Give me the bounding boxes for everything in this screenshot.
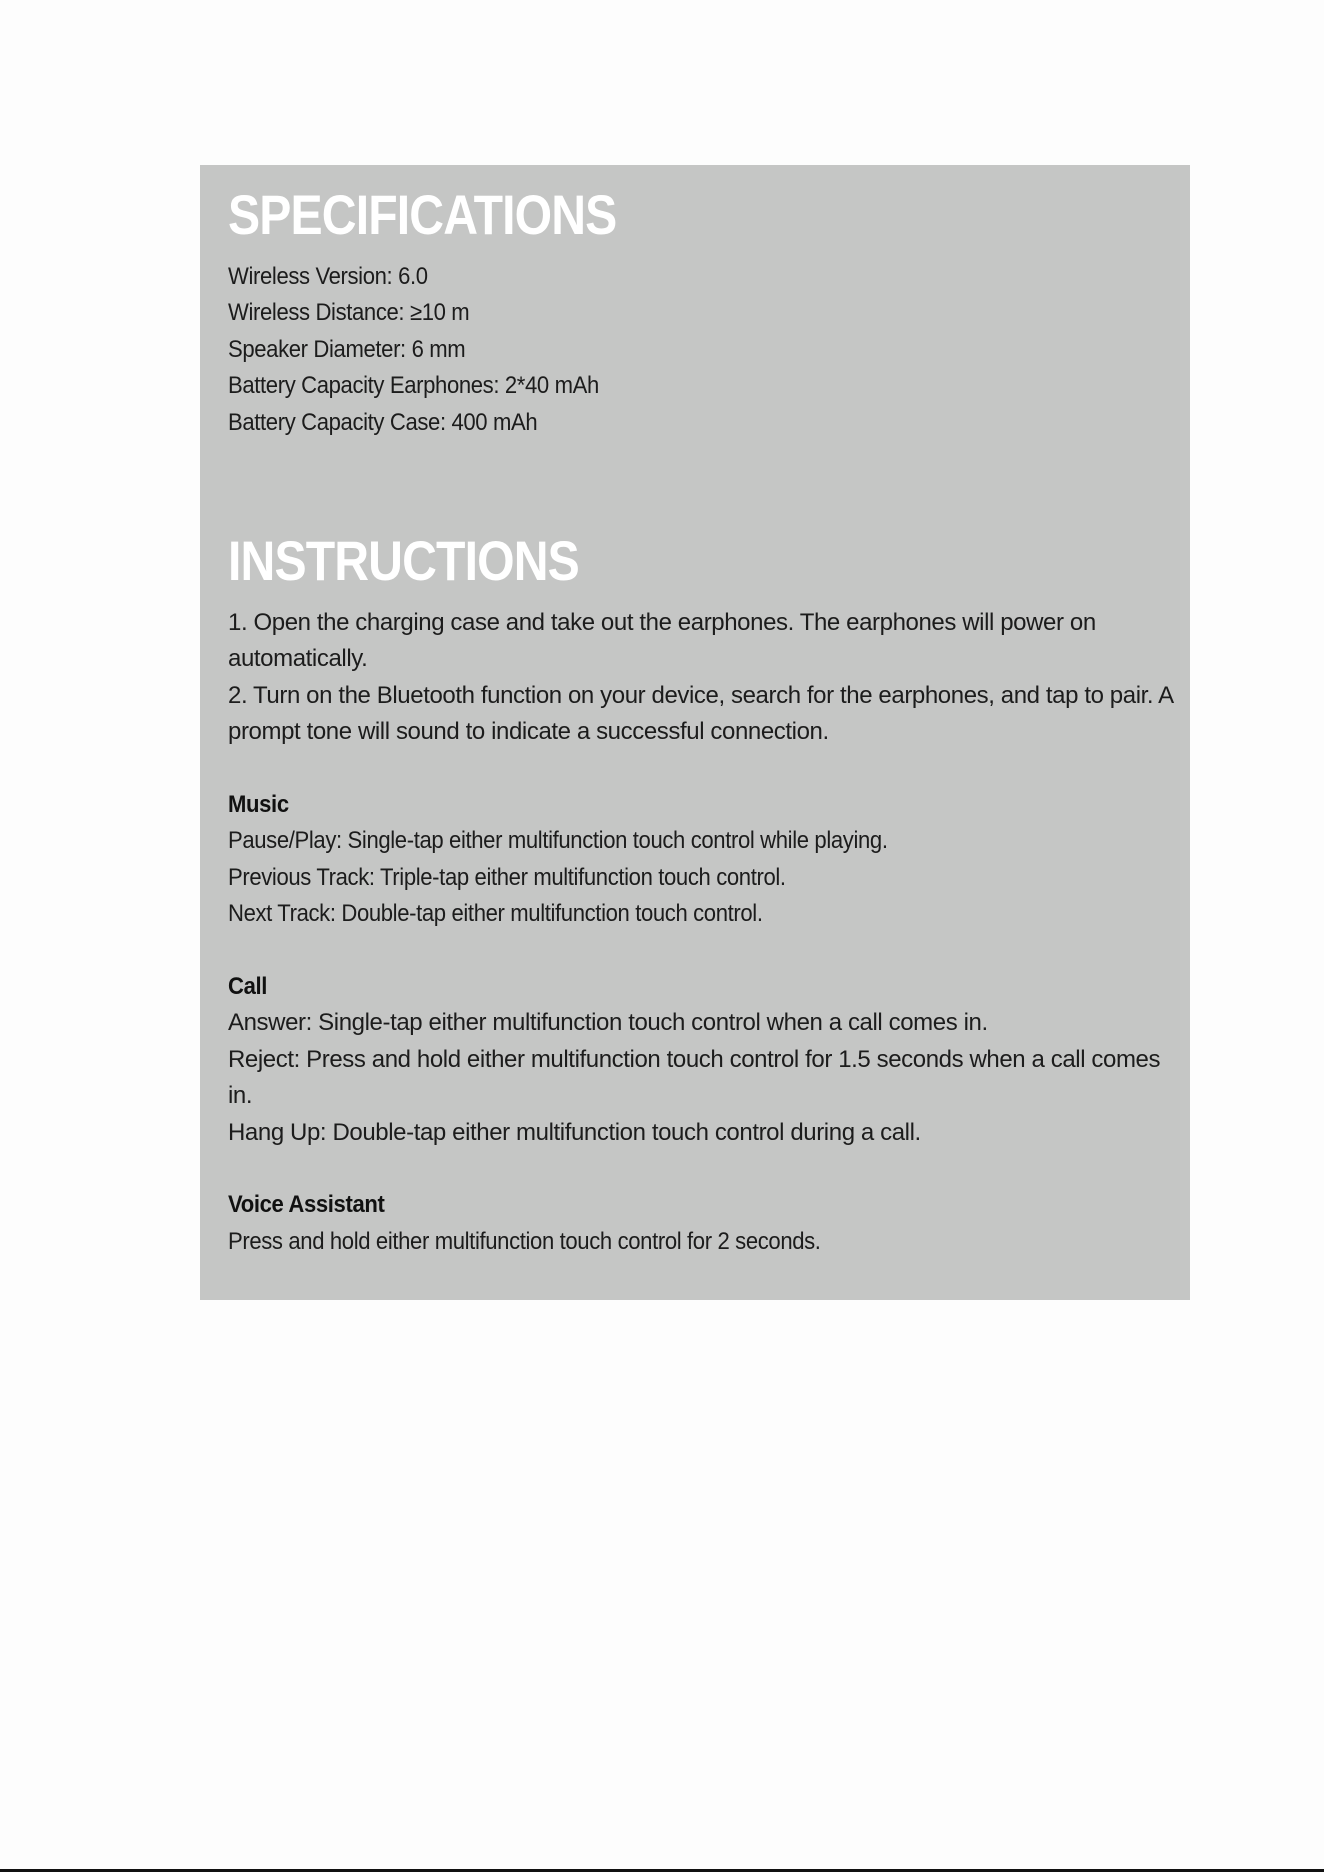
specifications-list bbox=[228, 259, 1162, 441]
voice-assistant-section bbox=[228, 1187, 1162, 1260]
call-section bbox=[228, 969, 1162, 1151]
instruction-step-1: 1. Open the charging case and take out the earphones. The earphones will power on automatically. bbox=[228, 609, 1096, 673]
call-reject: Reject: Press and hold either multifunction touch control for 1.5 seconds when a call comes in. bbox=[228, 1045, 1161, 1110]
spec-wireless-distance: Wireless Distance: ≥10 m bbox=[228, 299, 470, 327]
voice-assistant-activate: Press and hold either multifunction touch control for 2 seconds. bbox=[228, 1227, 821, 1255]
spec-wireless-version: Wireless Version: 6.0 bbox=[228, 263, 428, 290]
call-hang-up: Hang Up: Double-tap either multifunction touch control during a call. bbox=[228, 1118, 921, 1146]
music-heading: Music bbox=[228, 791, 289, 819]
music-next-track: Next Track: Double-tap either multifunction touch control. bbox=[228, 900, 763, 928]
spec-speaker-diameter: Speaker Diameter: 6 mm bbox=[228, 335, 466, 363]
manual-panel bbox=[200, 165, 1190, 1300]
instructions-steps bbox=[228, 605, 1173, 751]
music-pause-play: Pause/Play: Single-tap either multifunction touch control while playing. bbox=[228, 827, 888, 855]
instructions-heading: INSTRUCTIONS bbox=[228, 529, 579, 593]
call-answer: Answer: Single-tap either multifunction touch control when a call comes in. bbox=[228, 1009, 988, 1037]
voice-assistant-heading: Voice Assistant bbox=[228, 1191, 385, 1219]
specifications-heading: SPECIFICATIONS bbox=[228, 183, 617, 246]
call-heading: Call bbox=[228, 973, 268, 1001]
instruction-step-2: 2. Turn on the Bluetooth function on your device, search for the earphones, and tap to pair. A prompt tone will sound to indicate a successful connection. bbox=[228, 681, 1173, 746]
music-section bbox=[228, 787, 1162, 933]
music-previous-track: Previous Track: Triple-tap either multifunction touch control. bbox=[228, 863, 786, 891]
spec-battery-earphones: Battery Capacity Earphones: 2*40 mAh bbox=[228, 372, 599, 400]
spec-battery-case: Battery Capacity Case: 400 mAh bbox=[228, 408, 538, 436]
